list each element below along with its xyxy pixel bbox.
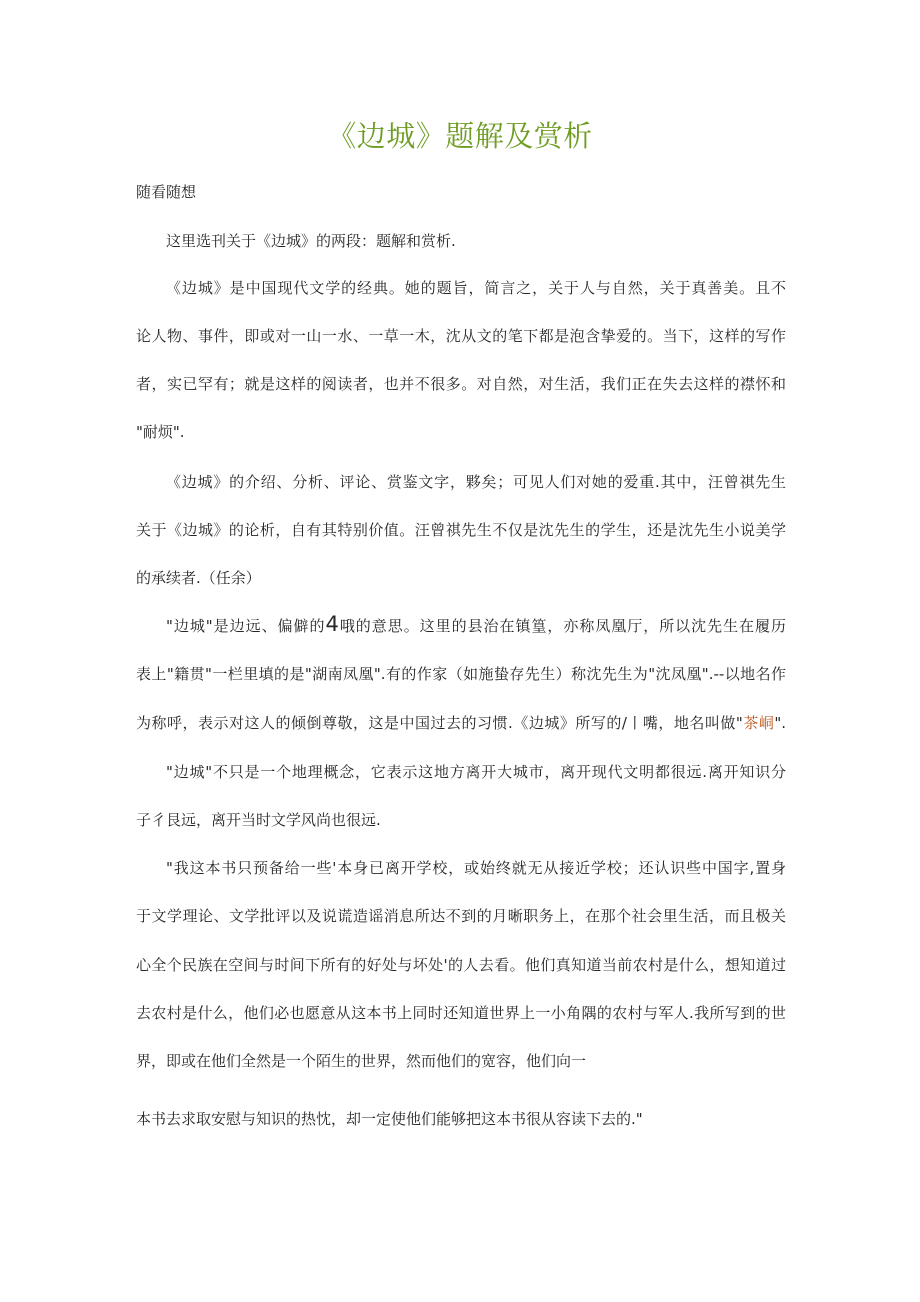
paragraph-line: 《边城》是中国现代文学的经典。她的题旨，简言之，关于人与自然，关于真善美。且不 [166, 279, 786, 297]
text-segment: 哦的意思。这里的县治在镇篁，亦称凤凰厅，所以沈先生在履历 [338, 617, 786, 635]
paragraph-line: 去农村是什么，他们必也愿意从这本书上同时还知道世界上一小角隅的农村与军人.我所写到的世 [136, 1004, 786, 1022]
paragraph-line [136, 711, 786, 735]
text-segment: 为称呼，表示对这人的倾倒尊敬，这是中国过去的习惯.《边城》所写的/丨嘴，地名叫做" [136, 714, 743, 732]
paragraph-line: 的承续者.（任余） [136, 569, 261, 587]
paragraph-line [166, 614, 786, 638]
paragraph-line: "耐烦". [136, 423, 185, 441]
paragraph-line: 心全个民族在空间与时间下所有的好处与坏处'的人去看。他们真知道当前农村是什么，想知道过 [136, 956, 786, 974]
paragraph-line: 于文学理论、文学批评以及说谎造谣消息所达不到的月晰职务上，在那个社会里生活，而且极关 [136, 907, 786, 925]
place-name-highlight: 茶峒 [742, 714, 775, 732]
paragraph-line: 子彳艮远，离开当时文学风尚也很远. [136, 811, 381, 829]
paragraph-line: 《边城》的介绍、分析、评论、赏鉴文字，夥矣；可见人们对她的爱重.其中，汪曾祺先生 [166, 473, 786, 491]
paragraph-line: 关于《边城》的论析，自有其特别价值。汪曾祺先生不仅是沈先生的学生，还是沈先生小说美学 [136, 521, 786, 539]
paragraph-line: 表上"籍贯"一栏里填的是"湖南凤凰".有的作家（如施蛰存先生）称沈先生为"沈凤凰".--以地名作 [136, 665, 786, 683]
text-segment: "边城"是边远、偏僻的 [166, 617, 326, 635]
document-title: 《边城》题解及赏析 [327, 119, 593, 153]
paragraph-line: "边城"不只是一个地理概念，它表示这地方离开大城市，离开现代文明都很远.离开知识分 [166, 763, 786, 781]
paragraph-line: 界，即或在他们全然是一个陌生的世界，然而他们的宽容，他们向一 [136, 1052, 587, 1070]
paragraph-line: 本书去求取安慰与知识的热忱，却一定使他们能够把这本书很从容读下去的." [136, 1110, 643, 1128]
paragraph-line: 者，实已罕有；就是这样的阅读者，也并不很多。对自然，对生活，我们正在失去这样的襟怀和 [136, 375, 786, 393]
enlarged-digit: 4 [325, 612, 339, 636]
paragraph-intro-line: 这里选刊关于《边城》的两段：题解和赏析. [166, 232, 456, 250]
paragraph-line: "我这本书只预备给一些'本身已离开学校，或始终就无从接近学校；还认识些中国字,置身 [166, 859, 786, 877]
paragraph-line: 论人物、事件，即或对一山一水、一草一木，沈从文的笔下都是泡含挚爱的。当下，这样的写作 [136, 327, 786, 345]
document-category: 随看随想 [136, 183, 197, 201]
text-segment: ". [774, 714, 786, 732]
